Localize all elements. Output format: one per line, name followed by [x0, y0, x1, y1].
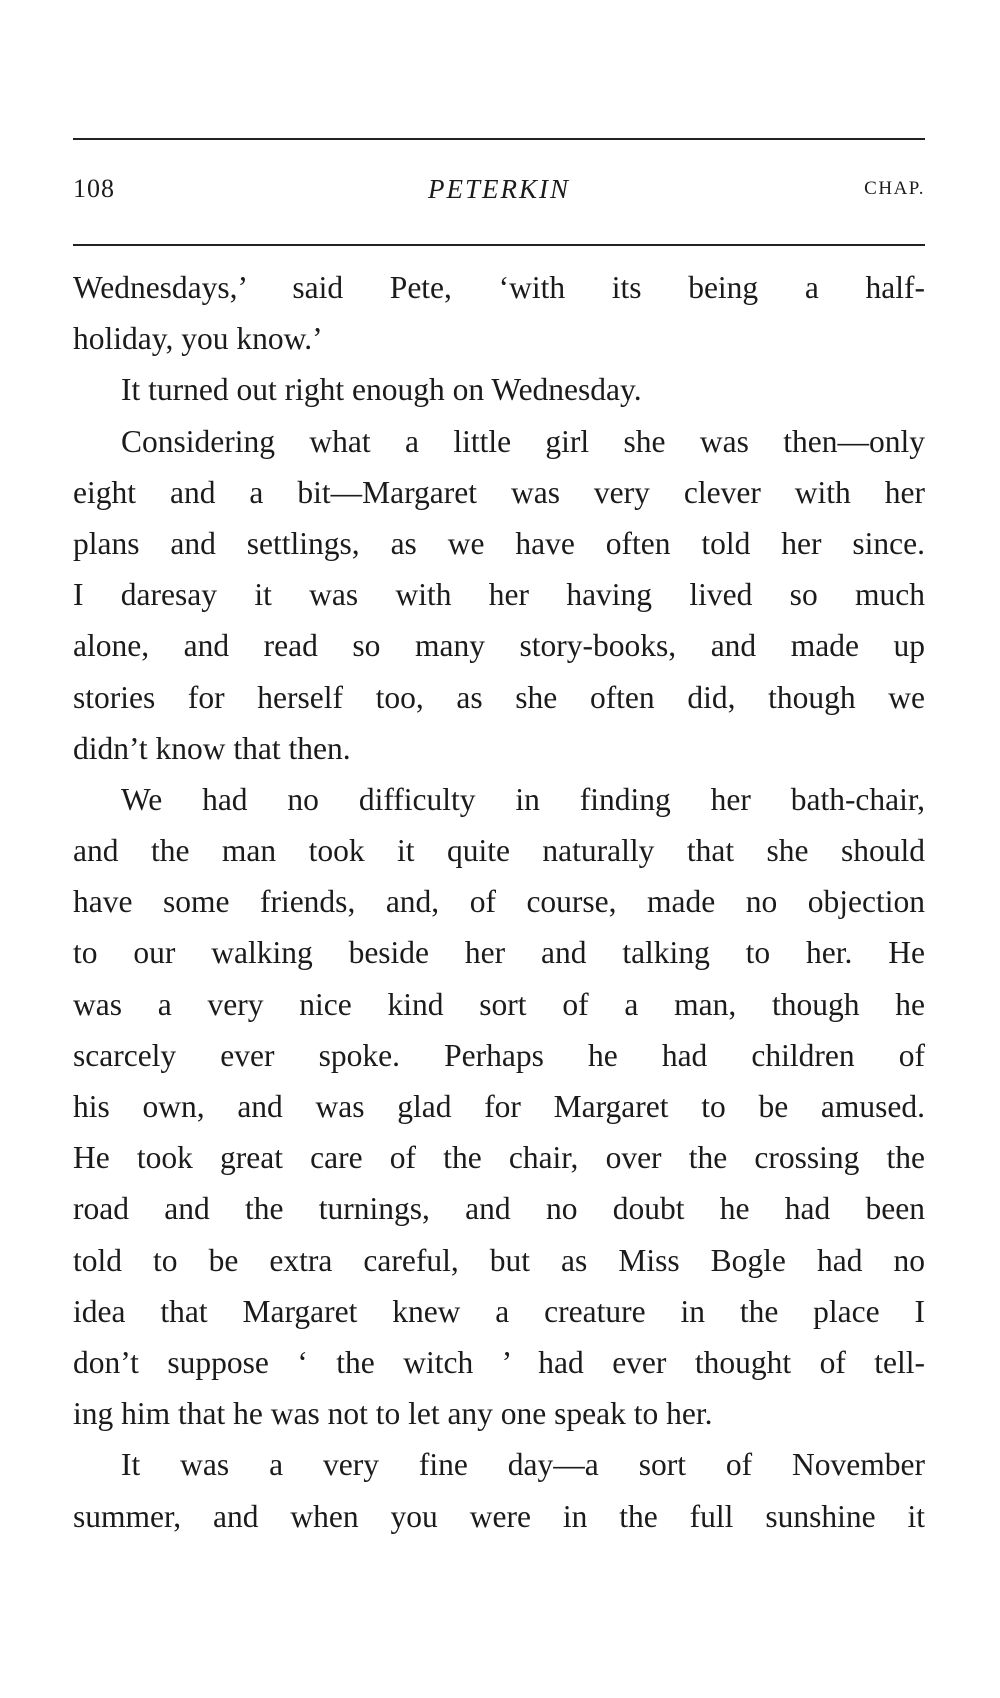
book-title: PETERKIN	[428, 174, 570, 204]
paragraph-first-line: It turned out right enough on Wednesday.	[121, 372, 642, 408]
text-line: ing him that he was not to let any one speak to her.	[73, 1396, 713, 1432]
text-line: scarcely ever spoke. Perhaps he had children of	[73, 1037, 925, 1073]
text-line: holiday, you know.’	[73, 321, 323, 357]
paragraph-first-line: It was a very fine day—a sort of November	[121, 1447, 925, 1483]
paragraph-first-line: We had no difficulty in finding her bath-chair,	[121, 781, 925, 817]
text-line: didn’t know that then.	[73, 730, 351, 766]
text-line: plans and settlings, as we have often told her since.	[73, 525, 925, 561]
text-line: alone, and read so many story-books, and made up	[73, 628, 925, 664]
text-line: don’t suppose ‘ the witch ’ had ever thought of tell-	[73, 1344, 925, 1380]
text-line: I daresay it was with her having lived so much	[73, 577, 925, 613]
text-line: have some friends, and, of course, made no objection	[73, 884, 925, 920]
header-top-rule	[73, 138, 925, 140]
page-number: 108	[73, 174, 115, 203]
text-line: told to be extra careful, but as Miss Bogle had no	[73, 1242, 925, 1278]
text-line: to our walking beside her and talking to her. He	[73, 935, 925, 971]
text-line: his own, and was glad for Margaret to be amused.	[73, 1089, 925, 1124]
running-head	[73, 174, 925, 214]
text-line: was a very nice kind sort of a man, though he	[73, 986, 925, 1022]
text-line: summer, and when you were in the full sunshine it	[73, 1498, 925, 1534]
text-line: road and the turnings, and no doubt he had been	[73, 1191, 925, 1227]
text-line: stories for herself too, as she often did, though we	[73, 679, 925, 715]
text-line: and the man took it quite naturally that she should	[73, 833, 925, 869]
text-line: He took great care of the chair, over the crossing the	[73, 1140, 925, 1176]
text-line: Wednesdays,’ said Pete, ‘with its being a half-	[73, 270, 925, 305]
body-text	[73, 262, 925, 1542]
text-line: eight and a bit—Margaret was very clever with her	[73, 474, 925, 510]
chapter-label: CHAP.	[864, 178, 925, 199]
header-bottom-rule	[73, 244, 925, 246]
paragraph-first-line: Considering what a little girl she was then—only	[121, 423, 925, 459]
text-line: idea that Margaret knew a creature in the place I	[73, 1293, 925, 1329]
